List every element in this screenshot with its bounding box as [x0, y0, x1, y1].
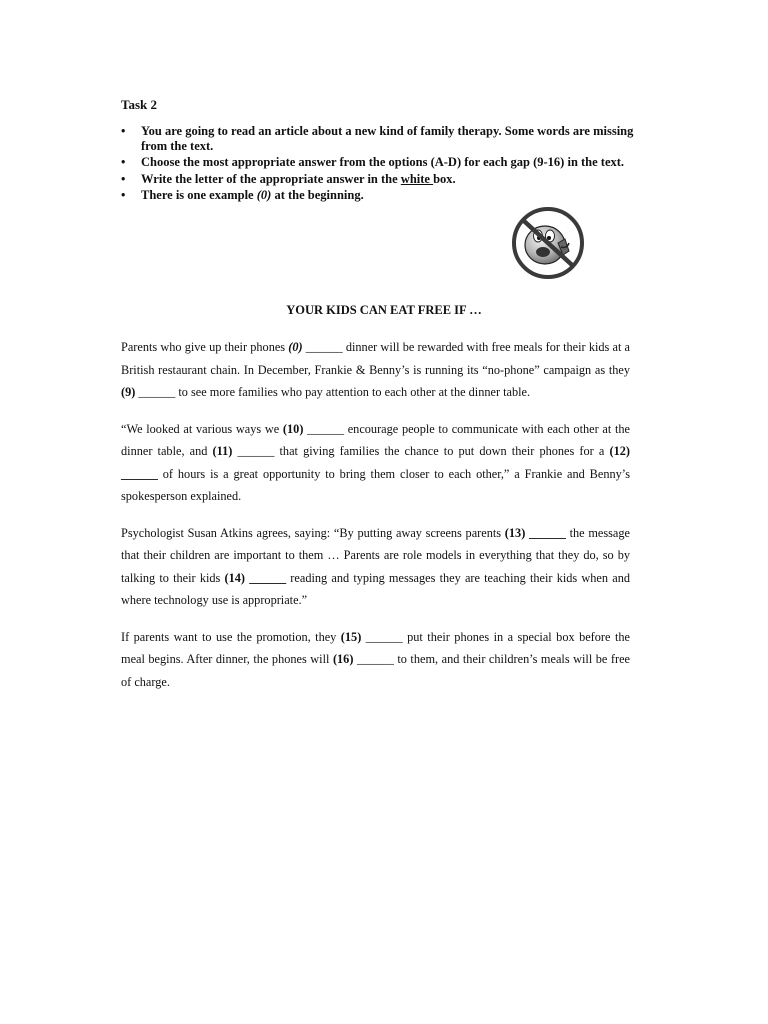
- article-text: reading and typing messages they are teaching their kids when and where technology use is appropriate.”: [121, 570, 630, 607]
- article-paragraph: [121, 418, 630, 508]
- instruction-text: Write the letter of the appropriate answer in the: [141, 171, 401, 186]
- gap-number: (11): [212, 444, 233, 458]
- gap-number: (13) ______: [504, 525, 566, 540]
- article-text: “We looked at various ways we: [121, 421, 283, 436]
- task-title: Task 2: [121, 97, 158, 112]
- article-paragraph: [121, 336, 630, 404]
- gap-number: (16): [332, 652, 354, 666]
- article-text: ______ that giving families the chance to put down their phones for a: [232, 444, 610, 458]
- article-text: ______ to them, and their children’s meals will be free of charge.: [121, 652, 630, 689]
- article-text: ______ to see more families who pay attention to each other at the dinner table.: [135, 385, 531, 399]
- instruction-text: You are going to read an article about a new kind of family therapy. Some words are missing from the text.: [141, 124, 634, 153]
- gap-number: (10): [282, 421, 304, 436]
- instructions-list: [121, 124, 641, 205]
- instruction-underlined-word: white: [400, 171, 434, 186]
- instruction-text: at the beginning.: [271, 188, 364, 202]
- article-body: [121, 336, 630, 707]
- article-text: Psychologist Susan Atkins agrees, saying: “By putting away screens parents: [121, 525, 505, 540]
- instruction-item: [121, 124, 641, 153]
- instruction-text: There is one example: [141, 188, 257, 202]
- gap-number: (0): [288, 340, 303, 354]
- instruction-text: Choose the most appropriate answer from the options (A-D) for each gap (9-16) in the text.: [141, 155, 625, 169]
- article-text: ______ dinner will be rewarded with free meals for their kids at a British restaurant chain. In December, Frankie & Benny’s is running its “no-phone” campaign as they: [121, 340, 630, 377]
- no-phone-icon: [505, 207, 591, 279]
- article-text: If parents want to use the promotion, they: [121, 629, 341, 644]
- gap-number: (15): [340, 629, 362, 644]
- instruction-text: box.: [433, 171, 456, 186]
- gap-number: (14) ______: [224, 570, 287, 585]
- article-text: ______ encourage people to communicate with each other at the dinner table, and: [121, 421, 630, 458]
- instruction-item: [121, 155, 641, 170]
- gap-number: (12) ______: [121, 444, 630, 481]
- article-title: YOUR KIDS CAN EAT FREE IF …: [286, 303, 482, 317]
- article-text: Parents who give up their phones: [121, 340, 289, 354]
- gap-number: (9): [121, 385, 136, 399]
- article-text: the message that their children are important to them … Parents are role models in everything that they do, so by talking to their kids: [121, 525, 630, 585]
- article-text: of hours is a great opportunity to bring them closer to each other,” a Frankie and Benny’s spokesperson explained.: [121, 466, 630, 503]
- article-paragraph: [121, 626, 630, 694]
- instruction-item: [121, 188, 641, 203]
- article-text: ______ put their phones in a special box before the meal begins. After dinner, the phones will: [121, 629, 630, 666]
- instruction-item: [121, 172, 641, 187]
- article-paragraph: [121, 522, 630, 612]
- example-number: (0): [256, 188, 272, 202]
